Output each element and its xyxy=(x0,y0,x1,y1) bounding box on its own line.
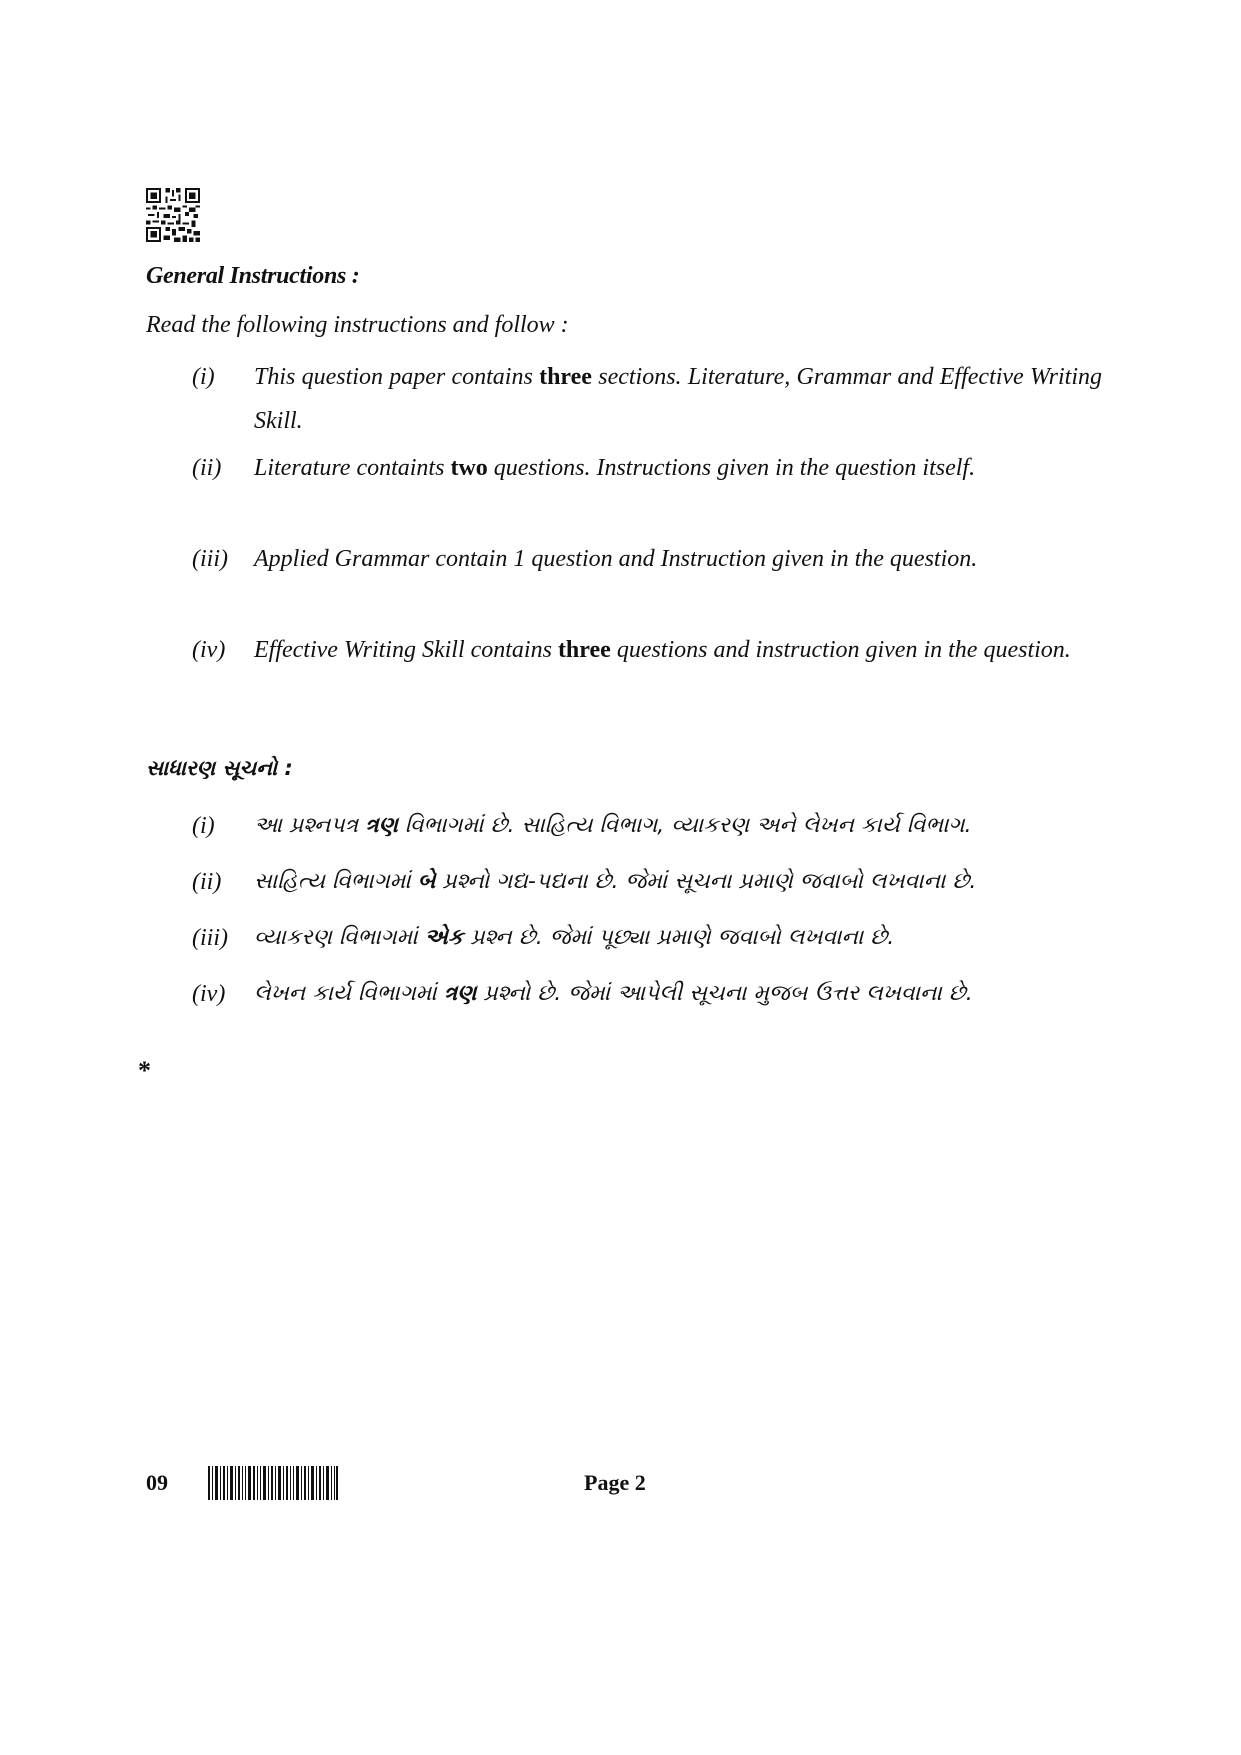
item-text: લેખન કાર્ય વિભાગમાં ત્રણ પ્રશ્નો છે. જેમાં આપેલી સૂચના મુજબ ઉત્તર લખવાના છે. xyxy=(254,981,973,1006)
item-text: Applied Grammar contain 1 question and Instruction given in the question. xyxy=(254,546,978,572)
gujarati-instruction-item xyxy=(192,867,1112,897)
item-number: (iv) xyxy=(192,981,226,1007)
item-text: સાહિત્ય વિભાગમાં બે પ્રશ્નો ગદ્ય-પદ્યના છે. જેમાં સૂચના પ્રમાણે જવાબો લખવાના છે. xyxy=(254,869,977,894)
item-number: (iii) xyxy=(192,925,228,951)
instruction-item xyxy=(192,628,1102,672)
instruction-item xyxy=(192,355,1102,443)
paper-code: 09 xyxy=(146,1470,168,1495)
barcode-icon xyxy=(208,1466,338,1500)
star-marker: * xyxy=(138,1056,151,1085)
item-text: વ્યાકરણ વિભાગમાં એક પ્રશ્ન છે. જેમાં પૂછ્યા પ્રમાણે જવાબો લખવાના છે. xyxy=(254,925,895,950)
instruction-item xyxy=(192,446,1102,490)
qr-code-icon xyxy=(146,188,200,242)
item-number: (ii) xyxy=(192,869,222,895)
gujarati-instruction-item xyxy=(192,811,1112,841)
page-number: Page 2 xyxy=(584,1470,646,1495)
general-instructions-heading: General Instructions : xyxy=(146,263,360,289)
item-text: આ પ્રશ્નપત્ર ત્રણ વિભાગમાં છે. સાહિત્ય વિભાગ, વ્યાકરણ અને લેખન કાર્ય વિભાગ. xyxy=(254,813,972,838)
item-number: (i) xyxy=(192,813,215,839)
instructions-intro: Read the following instructions and follow : xyxy=(146,312,569,338)
item-number: (iv) xyxy=(192,637,226,663)
item-text: Effective Writing Skill contains three questions and instruction given in the question. xyxy=(254,637,1071,663)
item-number: (iii) xyxy=(192,546,228,572)
item-number: (ii) xyxy=(192,455,222,481)
item-text: Literature containts two questions. Instructions given in the question itself. xyxy=(254,455,976,481)
instruction-item xyxy=(192,537,1102,581)
item-number: (i) xyxy=(192,364,215,390)
gujarati-instructions-heading: સાધારણ સૂચનો : xyxy=(146,756,293,780)
gujarati-instruction-item xyxy=(192,923,1112,953)
gujarati-instruction-item xyxy=(192,979,1112,1009)
item-text: This question paper contains three sections. Literature, Grammar and Effective Writing Skill. xyxy=(254,364,1102,434)
